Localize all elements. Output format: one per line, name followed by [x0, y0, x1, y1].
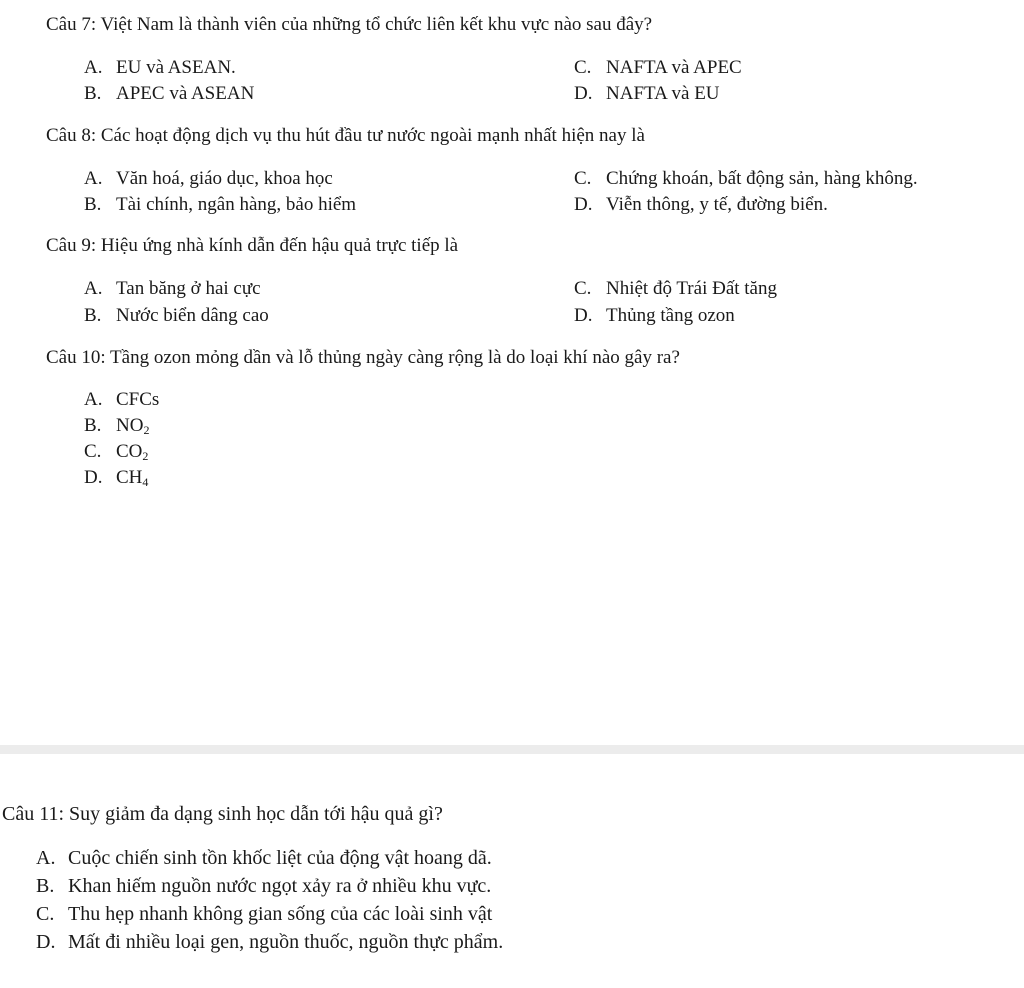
option-letter: B. — [84, 415, 102, 436]
option-text: EU và ASEAN. — [116, 57, 236, 78]
formula-base: CO — [116, 441, 143, 462]
option-letter: C. — [574, 168, 592, 189]
question-8-option-b — [84, 193, 356, 217]
option-letter: C. — [574, 57, 592, 78]
question-9-option-c — [574, 277, 777, 301]
question-8-option-c — [574, 167, 918, 191]
option-text: APEC và ASEAN — [116, 83, 255, 104]
option-formula — [116, 441, 148, 462]
option-text: NAFTA và APEC — [606, 57, 742, 78]
option-letter: D. — [36, 931, 56, 953]
question-7-option-a — [84, 56, 236, 80]
option-letter: D. — [574, 83, 593, 104]
question-11-title: Câu 11: Suy giảm đa dạng sinh học dẫn tới hậu quả gì? — [2, 803, 443, 825]
option-text: Nhiệt độ Trái Đất tăng — [606, 278, 777, 299]
option-letter: D. — [84, 467, 103, 488]
question-11-option-a — [36, 846, 492, 870]
formula-subscript: 4 — [142, 475, 149, 489]
option-text: Cuộc chiến sinh tồn khốc liệt của động vật hoang dã. — [68, 847, 492, 869]
option-text: Thủng tầng ozon — [606, 305, 735, 326]
option-text: Mất đi nhiều loại gen, nguồn thuốc, nguồn thực phẩm. — [68, 931, 504, 953]
question-11-option-c — [36, 902, 492, 926]
formula-subscript: 2 — [143, 423, 150, 437]
option-letter: A. — [84, 278, 103, 299]
formula-base: NO — [116, 415, 144, 436]
question-7-option-d — [574, 82, 720, 106]
question-9-title: Câu 9: Hiệu ứng nhà kính dẫn đến hậu quả trực tiếp là — [46, 235, 459, 256]
option-text: CFCs — [116, 389, 160, 410]
question-10-option-d — [84, 466, 148, 490]
option-letter: C. — [36, 903, 55, 925]
question-9-option-a — [84, 277, 261, 301]
page-break-divider — [0, 745, 1024, 754]
option-letter: D. — [574, 194, 593, 215]
option-letter: A. — [84, 168, 103, 189]
question-7-option-c — [574, 56, 742, 80]
formula-base: CH — [116, 467, 143, 488]
question-10-option-c — [84, 440, 148, 464]
option-formula — [116, 467, 148, 488]
question-10-title: Câu 10: Tầng ozon mỏng dần và lỗ thủng ngày càng rộng là do loại khí nào gây ra? — [46, 347, 680, 368]
option-text: NAFTA và EU — [606, 83, 720, 104]
question-8-option-a — [84, 167, 333, 191]
option-text: Văn hoá, giáo dục, khoa học — [116, 168, 333, 189]
option-text: Nước biển dâng cao — [116, 305, 269, 326]
question-10-option-a — [84, 388, 159, 412]
question-11-option-d — [36, 930, 503, 954]
option-text: Tan băng ở hai cực — [116, 278, 261, 299]
question-7-title: Câu 7: Việt Nam là thành viên của những tổ chức liên kết khu vực nào sau đây? — [46, 14, 653, 35]
question-7-option-b — [84, 82, 254, 106]
option-text: Viễn thông, y tế, đường biển. — [606, 194, 828, 215]
option-letter: B. — [84, 83, 102, 104]
formula-subscript: 2 — [142, 449, 149, 463]
question-11-option-b — [36, 874, 491, 898]
option-text: Tài chính, ngân hàng, bảo hiểm — [116, 194, 357, 215]
option-letter: C. — [84, 441, 102, 462]
option-letter: A. — [84, 389, 103, 410]
question-10-option-b — [84, 414, 149, 438]
option-letter: B. — [84, 305, 102, 326]
question-9-option-d — [574, 304, 735, 328]
option-letter: A. — [36, 847, 56, 869]
option-text: Thu hẹp nhanh không gian sống của các loài sinh vật — [68, 903, 493, 925]
option-letter: B. — [36, 875, 55, 897]
question-9-option-b — [84, 304, 269, 328]
option-letter: A. — [84, 57, 103, 78]
question-8-title: Câu 8: Các hoạt động dịch vụ thu hút đầu tư nước ngoài mạnh nhất hiện nay là — [46, 125, 645, 146]
option-letter: D. — [574, 305, 593, 326]
option-text: Chứng khoán, bất động sản, hàng không. — [606, 168, 918, 189]
question-8-option-d — [574, 193, 828, 217]
option-letter: C. — [574, 278, 592, 299]
option-letter: B. — [84, 194, 102, 215]
option-formula — [116, 415, 149, 436]
option-text: Khan hiếm nguồn nước ngọt xảy ra ở nhiều khu vực. — [68, 875, 492, 897]
